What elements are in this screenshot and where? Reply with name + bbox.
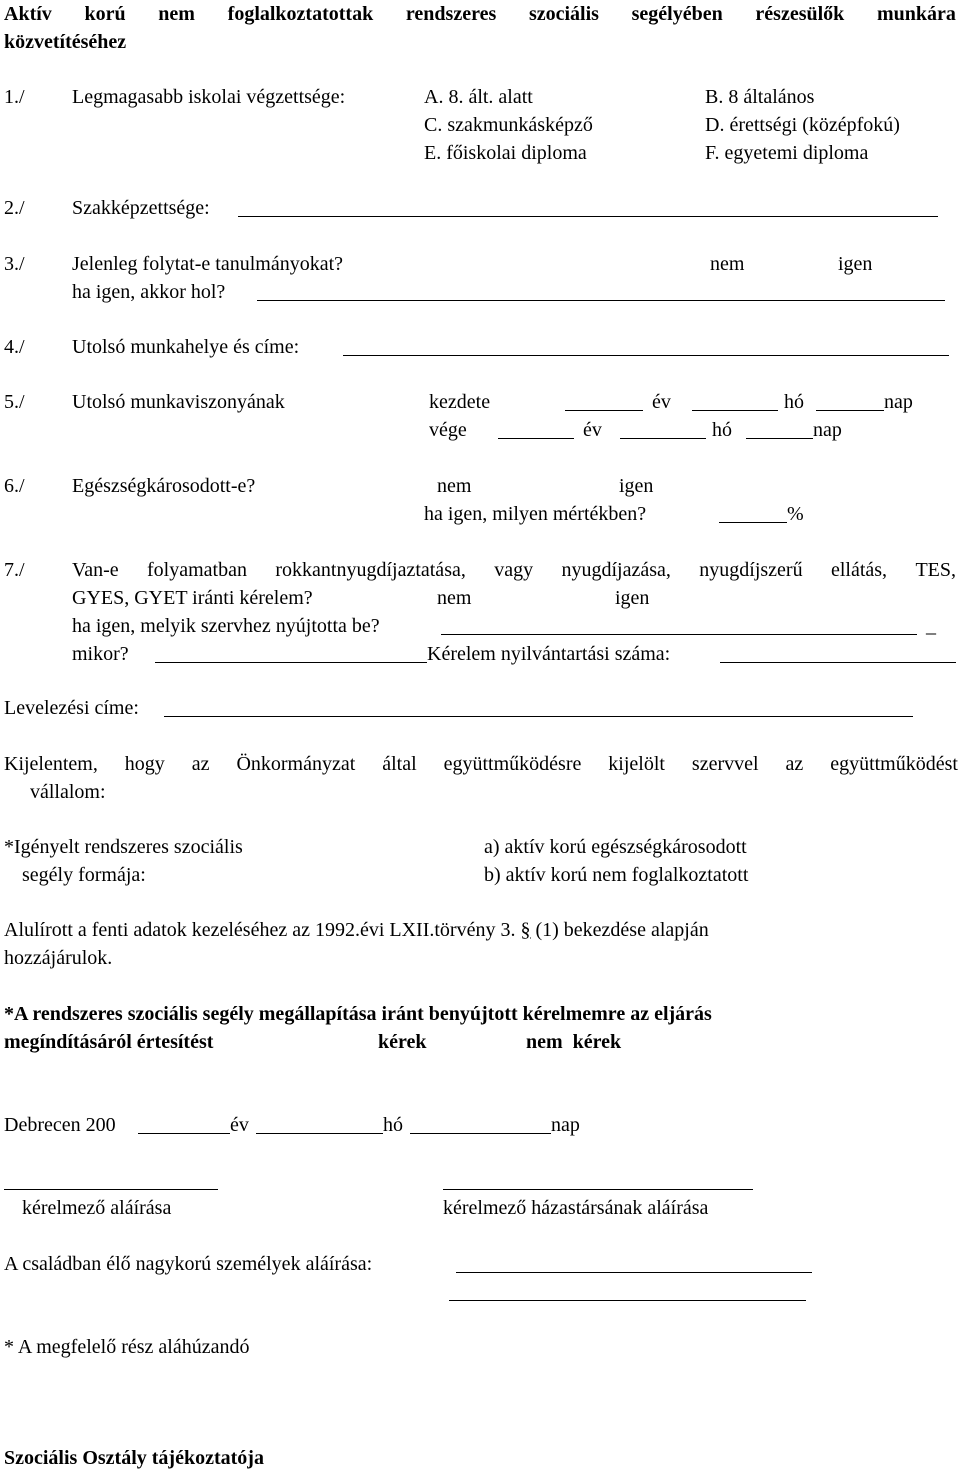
q7-trailing-dash: _ bbox=[926, 615, 936, 637]
date-place-label: Debrecen 200 bbox=[4, 1114, 116, 1136]
q5-end-day-label: nap bbox=[813, 419, 842, 441]
aid-form-label-line2: segély formája: bbox=[22, 864, 146, 886]
consent-line1: Alulírott a fenti adatok kezeléséhez az 1992.évi LXII.törvény 3. § (1) bekezdése alapján bbox=[4, 919, 709, 941]
q2-label: Szakképzettsége: bbox=[72, 197, 210, 219]
q3-option-yes[interactable]: igen bbox=[838, 253, 873, 275]
q6-option-no[interactable]: nem bbox=[437, 475, 472, 497]
q3-followup-label: ha igen, akkor hol? bbox=[72, 281, 226, 303]
q7-question-line2: GYES, GYET iránti kérelem? bbox=[72, 587, 313, 609]
aid-form-option-a[interactable]: a) aktív korú egészségkárosodott bbox=[484, 836, 747, 858]
adults-signature-label: A családban élő nagykorú személyek aláírása: bbox=[4, 1253, 373, 1275]
q7-option-yes[interactable]: igen bbox=[615, 587, 650, 609]
date-day-field[interactable] bbox=[410, 1133, 551, 1134]
q1-option-c[interactable]: C. szakmunkásképző bbox=[424, 114, 593, 136]
application-date-field[interactable] bbox=[155, 662, 427, 663]
q1-label: Legmagasabb iskolai végzettsége: bbox=[72, 86, 346, 108]
applicant-signature-label: kérelmező aláírása bbox=[22, 1197, 172, 1219]
registration-number-field[interactable] bbox=[720, 662, 956, 663]
q7-option-no[interactable]: nem bbox=[437, 587, 472, 609]
date-day-label: nap bbox=[551, 1114, 580, 1136]
q1-option-f[interactable]: F. egyetemi diploma bbox=[705, 142, 869, 164]
authority-field[interactable] bbox=[441, 634, 917, 635]
start-month-field[interactable] bbox=[692, 410, 778, 411]
form-title-line2: közvetítéséhez bbox=[4, 31, 127, 53]
qualification-field[interactable] bbox=[238, 216, 938, 217]
date-year-label: év bbox=[230, 1114, 249, 1136]
disability-percent-field[interactable] bbox=[719, 522, 787, 523]
q6-label: Egészségkárosodott-e? bbox=[72, 475, 256, 497]
aid-form-label-line1: *Igényelt rendszeres szociális bbox=[4, 836, 243, 858]
date-month-label: hó bbox=[383, 1114, 403, 1136]
notice-option-request[interactable]: kérek bbox=[378, 1031, 427, 1053]
declaration-line1: Kijelentem, hogy az Önkormányzat által együttműködésre kijelölt szervvel az együttműködést bbox=[4, 753, 958, 775]
q7-followup-label: ha igen, melyik szervhez nyújtotta be? bbox=[72, 615, 380, 637]
aid-form-option-b[interactable]: b) aktív korú nem foglalkoztatott bbox=[484, 864, 749, 886]
q5-label: Utolsó munkaviszonyának bbox=[72, 391, 285, 413]
q7-question-line1: Van-e folyamatban rokkantnyugdíjaztatása, vagy nyugdíjazása, nyugdíjszerű ellátás, TES, bbox=[72, 559, 956, 581]
section-sign: § bbox=[520, 919, 531, 941]
notice-line2: megíndításáról értesítést bbox=[4, 1031, 214, 1053]
mailing-address-field[interactable] bbox=[164, 716, 913, 717]
q6-option-yes[interactable]: igen bbox=[619, 475, 654, 497]
start-day-field[interactable] bbox=[816, 410, 884, 411]
q5-start-label: kezdete bbox=[429, 391, 491, 413]
date-month-field[interactable] bbox=[256, 1133, 383, 1134]
q5-start-day-label: nap bbox=[884, 391, 913, 413]
end-month-field[interactable] bbox=[620, 438, 706, 439]
q3-number: 3./ bbox=[4, 253, 25, 275]
form-title-line1: Aktív korú nem foglalkoztatottak rendszeres szociális segélyében részesülők munkára bbox=[4, 3, 956, 25]
q1-option-e[interactable]: E. főiskolai diploma bbox=[424, 142, 587, 164]
footer-title: Szociális Osztály tájékoztatója bbox=[4, 1447, 264, 1469]
end-day-field[interactable] bbox=[746, 438, 813, 439]
q5-start-year-label: év bbox=[652, 391, 671, 413]
q6-percent-sign: % bbox=[787, 503, 804, 525]
q5-end-year-label: év bbox=[583, 419, 602, 441]
q6-number: 6./ bbox=[4, 475, 25, 497]
notice-option-no-request[interactable]: nem kérek bbox=[526, 1031, 622, 1053]
q4-number: 4./ bbox=[4, 336, 25, 358]
q4-label: Utolsó munkahelye és címe: bbox=[72, 336, 300, 358]
q7-when-label: mikor? bbox=[72, 643, 129, 665]
consent-line2: hozzájárulok. bbox=[4, 947, 113, 969]
mailing-address-label: Levelezési címe: bbox=[4, 697, 139, 719]
q7-number: 7./ bbox=[4, 559, 25, 581]
q5-end-label: vége bbox=[429, 419, 467, 441]
start-year-field[interactable] bbox=[565, 410, 643, 411]
q3-label: Jelenleg folytat-e tanulmányokat? bbox=[72, 253, 344, 275]
spouse-signature-line[interactable] bbox=[443, 1189, 753, 1190]
q6-followup-label: ha igen, milyen mértékben? bbox=[424, 503, 647, 525]
last-workplace-field[interactable] bbox=[343, 355, 949, 356]
q5-start-month-label: hó bbox=[784, 391, 804, 413]
q1-option-a[interactable]: A. 8. ált. alatt bbox=[424, 86, 533, 108]
q3-option-no[interactable]: nem bbox=[710, 253, 745, 275]
q1-option-d[interactable]: D. érettségi (középfokú) bbox=[705, 114, 900, 136]
q1-option-b[interactable]: B. 8 általános bbox=[705, 86, 815, 108]
q5-end-month-label: hó bbox=[712, 419, 732, 441]
adults-signature-line-2[interactable] bbox=[449, 1300, 806, 1301]
notice-line1: *A rendszeres szociális segély megállapítása iránt benyújtott kérelmemre az eljárás bbox=[4, 1003, 712, 1025]
q5-number: 5./ bbox=[4, 391, 25, 413]
end-year-field[interactable] bbox=[498, 438, 574, 439]
applicant-signature-line[interactable] bbox=[4, 1189, 218, 1190]
footnote: * A megfelelő rész aláhúzandó bbox=[4, 1336, 250, 1358]
declaration-line2: vállalom: bbox=[30, 781, 106, 803]
study-place-field[interactable] bbox=[257, 300, 945, 301]
date-year-field[interactable] bbox=[138, 1133, 230, 1134]
q2-number: 2./ bbox=[4, 197, 25, 219]
q7-registration-label: Kérelem nyilvántartási száma: bbox=[427, 643, 671, 665]
spouse-signature-label: kérelmező házastársának aláírása bbox=[443, 1197, 709, 1219]
q1-number: 1./ bbox=[4, 86, 25, 108]
adults-signature-line-1[interactable] bbox=[456, 1272, 812, 1273]
